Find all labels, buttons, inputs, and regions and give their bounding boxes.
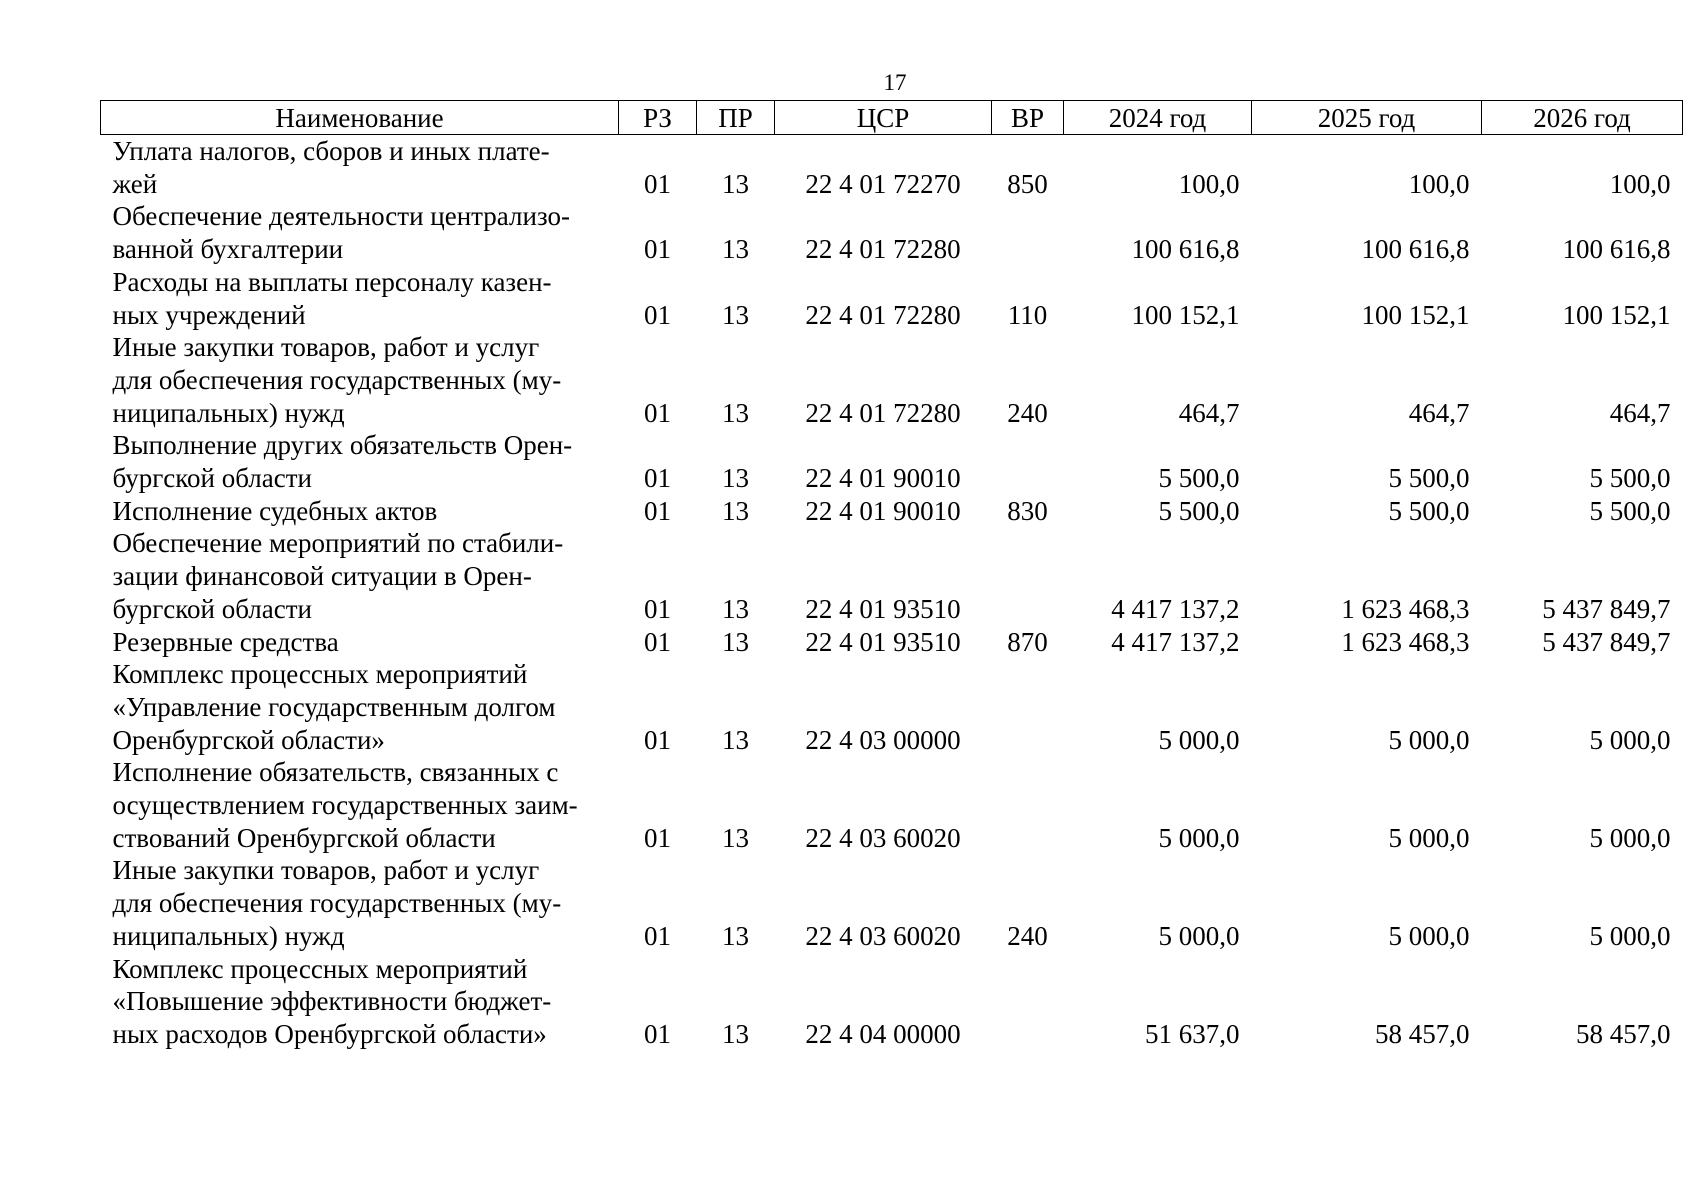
- cell-2025: 1 623 468,3: [1341, 593, 1470, 624]
- cell-2024: 5 500,0: [1158, 495, 1240, 526]
- page-number: 17: [883, 70, 907, 95]
- cell-2025: 5 500,0: [1388, 463, 1470, 494]
- cell-name-line: Обеспечение деятельности централизо-: [112, 201, 570, 232]
- cell-name: [101, 527, 619, 625]
- cell-vr: 240: [1007, 920, 1048, 951]
- cell-name: [101, 658, 619, 756]
- cell-pr: 13: [722, 724, 749, 755]
- cell-csr: 22 4 01 72280: [805, 299, 961, 330]
- header-rz: РЗ: [619, 101, 697, 135]
- cell-vr: 850: [1007, 168, 1048, 199]
- cell-2026: 5 437 849,7: [1542, 593, 1671, 624]
- cell-name-line: «Управление государственным долгом: [112, 691, 556, 722]
- cell-2026: 58 457,0: [1576, 1018, 1671, 1049]
- header-vr: ВР: [992, 101, 1064, 135]
- cell-2025: 5 000,0: [1388, 920, 1470, 951]
- header-pr: ПР: [697, 101, 775, 135]
- cell-name-line: Обеспечение мероприятий по стабили-: [112, 528, 564, 559]
- cell-2025: 5 500,0: [1388, 495, 1470, 526]
- cell-name: [101, 200, 619, 265]
- cell-pr: 13: [722, 463, 749, 494]
- cell-rz: 01: [644, 299, 671, 330]
- table-row: [101, 953, 1683, 1051]
- cell-name-line: Исполнение судебных актов: [112, 495, 438, 526]
- cell-csr: 22 4 03 60020: [805, 822, 961, 853]
- cell-name-line: ванной бухгалтерии: [112, 234, 344, 265]
- cell-name-line: Расходы на выплаты персоналу казен-: [112, 266, 552, 297]
- header-2024: 2024 год: [1064, 101, 1252, 135]
- cell-csr: 22 4 04 00000: [805, 1018, 961, 1049]
- cell-name-line: Исполнение обязательств, связанных с: [112, 757, 559, 788]
- cell-rz: 01: [644, 822, 671, 853]
- cell-rz: 01: [644, 920, 671, 951]
- cell-2024: 4 417 137,2: [1111, 626, 1240, 657]
- cell-vr: 830: [1007, 495, 1048, 526]
- cell-vr: 240: [1007, 397, 1048, 428]
- header-2026: 2026 год: [1482, 101, 1683, 135]
- table-row: [101, 266, 1683, 331]
- cell-name-line: бургской области: [112, 593, 312, 624]
- cell-csr: 22 4 03 00000: [805, 724, 961, 755]
- cell-2025: 5 000,0: [1388, 822, 1470, 853]
- table-row: [101, 527, 1683, 625]
- cell-name: [101, 331, 619, 429]
- cell-name: [101, 429, 619, 494]
- header-name: Наименование: [101, 101, 619, 135]
- cell-csr: 22 4 01 90010: [805, 495, 961, 526]
- cell-vr: [992, 527, 1064, 625]
- cell-csr: 22 4 01 72270: [805, 168, 961, 199]
- cell-2026: 464,7: [1609, 397, 1671, 428]
- cell-name-line: бургской области: [112, 463, 312, 494]
- cell-2024: 5 000,0: [1158, 920, 1240, 951]
- cell-2024: 100,0: [1178, 168, 1240, 199]
- cell-2026: 5 437 849,7: [1542, 626, 1671, 657]
- cell-2024: 100 616,8: [1131, 234, 1240, 265]
- cell-name-line: Уплата налогов, сборов и иных плате-: [112, 136, 550, 166]
- cell-csr: 22 4 03 60020: [805, 920, 961, 951]
- cell-2024: 5 000,0: [1158, 822, 1240, 853]
- cell-2026: 5 000,0: [1589, 822, 1671, 853]
- cell-name-line: ных учреждений: [112, 299, 306, 330]
- cell-pr: 13: [722, 397, 749, 428]
- cell-2024: 5 500,0: [1158, 463, 1240, 494]
- cell-name-line: для обеспечения государственных (му-: [112, 364, 562, 395]
- cell-name-line: зации финансовой ситуации в Орен-: [112, 561, 532, 592]
- cell-name-line: Комплекс процессных мероприятий: [112, 953, 528, 984]
- cell-name-line: Выполнение других обязательств Орен-: [112, 430, 573, 461]
- cell-rz: 01: [644, 234, 671, 265]
- cell-2026: 100 616,8: [1562, 234, 1671, 265]
- table-row: [101, 626, 1683, 659]
- cell-rz: 01: [644, 495, 671, 526]
- table-row: [101, 854, 1683, 952]
- budget-table: [100, 100, 1683, 1051]
- cell-vr: [992, 953, 1064, 1051]
- cell-name: [101, 626, 619, 659]
- cell-name: [101, 266, 619, 331]
- cell-pr: 13: [722, 822, 749, 853]
- cell-name-line: Оренбургской области»: [112, 724, 385, 755]
- cell-vr: [992, 658, 1064, 756]
- cell-2025: 100,0: [1408, 168, 1470, 199]
- cell-name-line: для обеспечения государственных (му-: [112, 888, 562, 919]
- cell-csr: 22 4 01 93510: [805, 593, 961, 624]
- cell-name: [101, 135, 619, 201]
- cell-name-line: осуществлением государственных заим-: [112, 790, 578, 821]
- cell-2026: 5 500,0: [1589, 463, 1671, 494]
- cell-2026: 100,0: [1609, 168, 1671, 199]
- cell-csr: 22 4 01 72280: [805, 397, 961, 428]
- cell-2026: 5 500,0: [1589, 495, 1671, 526]
- cell-vr: [992, 756, 1064, 854]
- cell-name-line: Иные закупки товаров, работ и услуг: [112, 855, 540, 886]
- table-row: [101, 495, 1683, 528]
- cell-pr: 13: [722, 234, 749, 265]
- cell-rz: 01: [644, 397, 671, 428]
- cell-2024: 5 000,0: [1158, 724, 1240, 755]
- cell-rz: 01: [644, 168, 671, 199]
- cell-name-line: ниципальных) нужд: [112, 920, 345, 951]
- header-csr: ЦСР: [775, 101, 992, 135]
- cell-2024: 100 152,1: [1131, 299, 1240, 330]
- table-row: [101, 331, 1683, 429]
- cell-pr: 13: [722, 1018, 749, 1049]
- cell-name-line: «Повышение эффективности бюджет-: [112, 986, 552, 1017]
- cell-rz: 01: [644, 593, 671, 624]
- cell-name-line: ствований Оренбургской области: [112, 822, 496, 853]
- cell-pr: 13: [722, 920, 749, 951]
- cell-2026: 5 000,0: [1589, 724, 1671, 755]
- cell-name: [101, 854, 619, 952]
- cell-2024: 464,7: [1178, 397, 1240, 428]
- cell-2025: 100 616,8: [1361, 234, 1470, 265]
- cell-2026: 100 152,1: [1562, 299, 1671, 330]
- cell-csr: 22 4 01 90010: [805, 463, 961, 494]
- cell-csr: 22 4 01 93510: [805, 626, 961, 657]
- cell-name: [101, 953, 619, 1051]
- cell-vr: 110: [1007, 299, 1048, 330]
- cell-2025: 464,7: [1408, 397, 1470, 428]
- table-row: [101, 200, 1683, 265]
- cell-vr: 870: [1007, 626, 1048, 657]
- cell-pr: 13: [722, 626, 749, 657]
- cell-pr: 13: [722, 168, 749, 199]
- table-row: [101, 429, 1683, 494]
- cell-name-line: ниципальных) нужд: [112, 397, 345, 428]
- cell-name-line: ных расходов Оренбургской области»: [112, 1018, 547, 1049]
- cell-2026: 5 000,0: [1589, 920, 1671, 951]
- cell-name-line: Резервные средства: [112, 626, 339, 657]
- table-row: [101, 658, 1683, 756]
- cell-rz: 01: [644, 463, 671, 494]
- cell-rz: 01: [644, 724, 671, 755]
- cell-pr: 13: [722, 299, 749, 330]
- header-2025: 2025 год: [1252, 101, 1482, 135]
- table-row: [101, 756, 1683, 854]
- cell-2024: 51 637,0: [1145, 1018, 1240, 1049]
- cell-2024: 4 417 137,2: [1111, 593, 1240, 624]
- cell-csr: 22 4 01 72280: [805, 234, 961, 265]
- cell-pr: 13: [722, 495, 749, 526]
- cell-vr: [992, 429, 1064, 494]
- cell-name-line: жей: [112, 168, 158, 199]
- table-header-row: [101, 101, 1683, 135]
- cell-name: [101, 756, 619, 854]
- cell-2025: 100 152,1: [1361, 299, 1470, 330]
- cell-2025: 58 457,0: [1375, 1018, 1470, 1049]
- cell-name-line: Иные закупки товаров, работ и услуг: [112, 332, 540, 363]
- table-body: [101, 135, 1683, 1051]
- cell-rz: 01: [644, 1018, 671, 1049]
- cell-vr: [992, 200, 1064, 265]
- cell-name: [101, 495, 619, 528]
- cell-pr: 13: [722, 593, 749, 624]
- cell-2025: 1 623 468,3: [1341, 626, 1470, 657]
- cell-rz: 01: [644, 626, 671, 657]
- cell-2025: 5 000,0: [1388, 724, 1470, 755]
- table-row: [101, 135, 1683, 201]
- cell-name-line: Комплекс процессных мероприятий: [112, 659, 528, 690]
